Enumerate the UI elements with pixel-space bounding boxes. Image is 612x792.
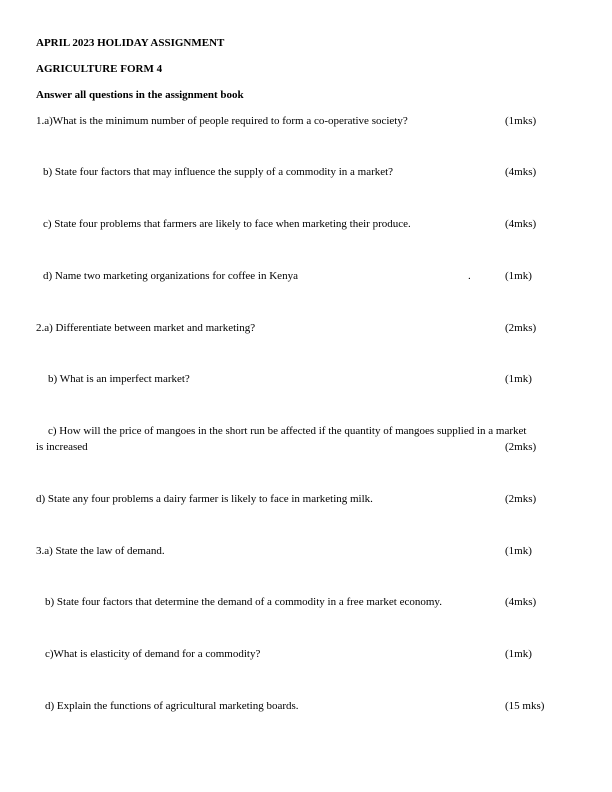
- stray-dot: .: [468, 270, 471, 282]
- question-2d-marks: (2mks): [505, 493, 537, 505]
- question-1c-marks: (4mks): [505, 218, 537, 230]
- question-1b: b) State four factors that may influence the supply of a commodity in a market?: [43, 166, 394, 178]
- page-title: APRIL 2023 HOLIDAY ASSIGNMENT: [36, 37, 225, 49]
- question-3d-marks: (15 mks): [505, 700, 545, 712]
- instruction-text: Answer all questions in the assignment book: [36, 89, 244, 101]
- question-2b-marks: (1mk): [505, 373, 532, 385]
- question-1a: 1.a)What is the minimum number of people required to form a co-operative society?: [36, 115, 408, 127]
- subject-heading: AGRICULTURE FORM 4: [36, 63, 163, 75]
- question-3a: 3.a) State the law of demand.: [36, 545, 165, 557]
- question-2a: 2.a) Differentiate between market and marketing?: [36, 322, 256, 334]
- question-2a-marks: (2mks): [505, 322, 537, 334]
- question-2c-marks: (2mks): [505, 441, 537, 453]
- question-3a-marks: (1mk): [505, 545, 532, 557]
- question-3c-marks: (1mk): [505, 648, 532, 660]
- question-1d: d) Name two marketing organizations for coffee in Kenya: [43, 270, 298, 282]
- question-3d: d) Explain the functions of agricultural marketing boards.: [45, 700, 299, 712]
- question-2d: d) State any four problems a dairy farmer is likely to face in marketing milk.: [36, 493, 373, 505]
- question-2b: b) What is an imperfect market?: [48, 373, 190, 385]
- question-3b: b) State four factors that determine the demand of a commodity in a free market economy.: [45, 596, 442, 608]
- question-3b-marks: (4mks): [505, 596, 537, 608]
- question-2c-continued: is increased: [36, 441, 88, 453]
- question-1b-marks: (4mks): [505, 166, 537, 178]
- question-1c: c) State four problems that farmers are likely to face when marketing their produce.: [43, 218, 411, 230]
- question-1a-marks: (1mks): [505, 115, 537, 127]
- question-2c: c) How will the price of mangoes in the short run be affected if the quantity of mangoes supplied in a market: [48, 425, 527, 437]
- question-1d-marks: (1mk): [505, 270, 532, 282]
- question-3c: c)What is elasticity of demand for a commodity?: [45, 648, 261, 660]
